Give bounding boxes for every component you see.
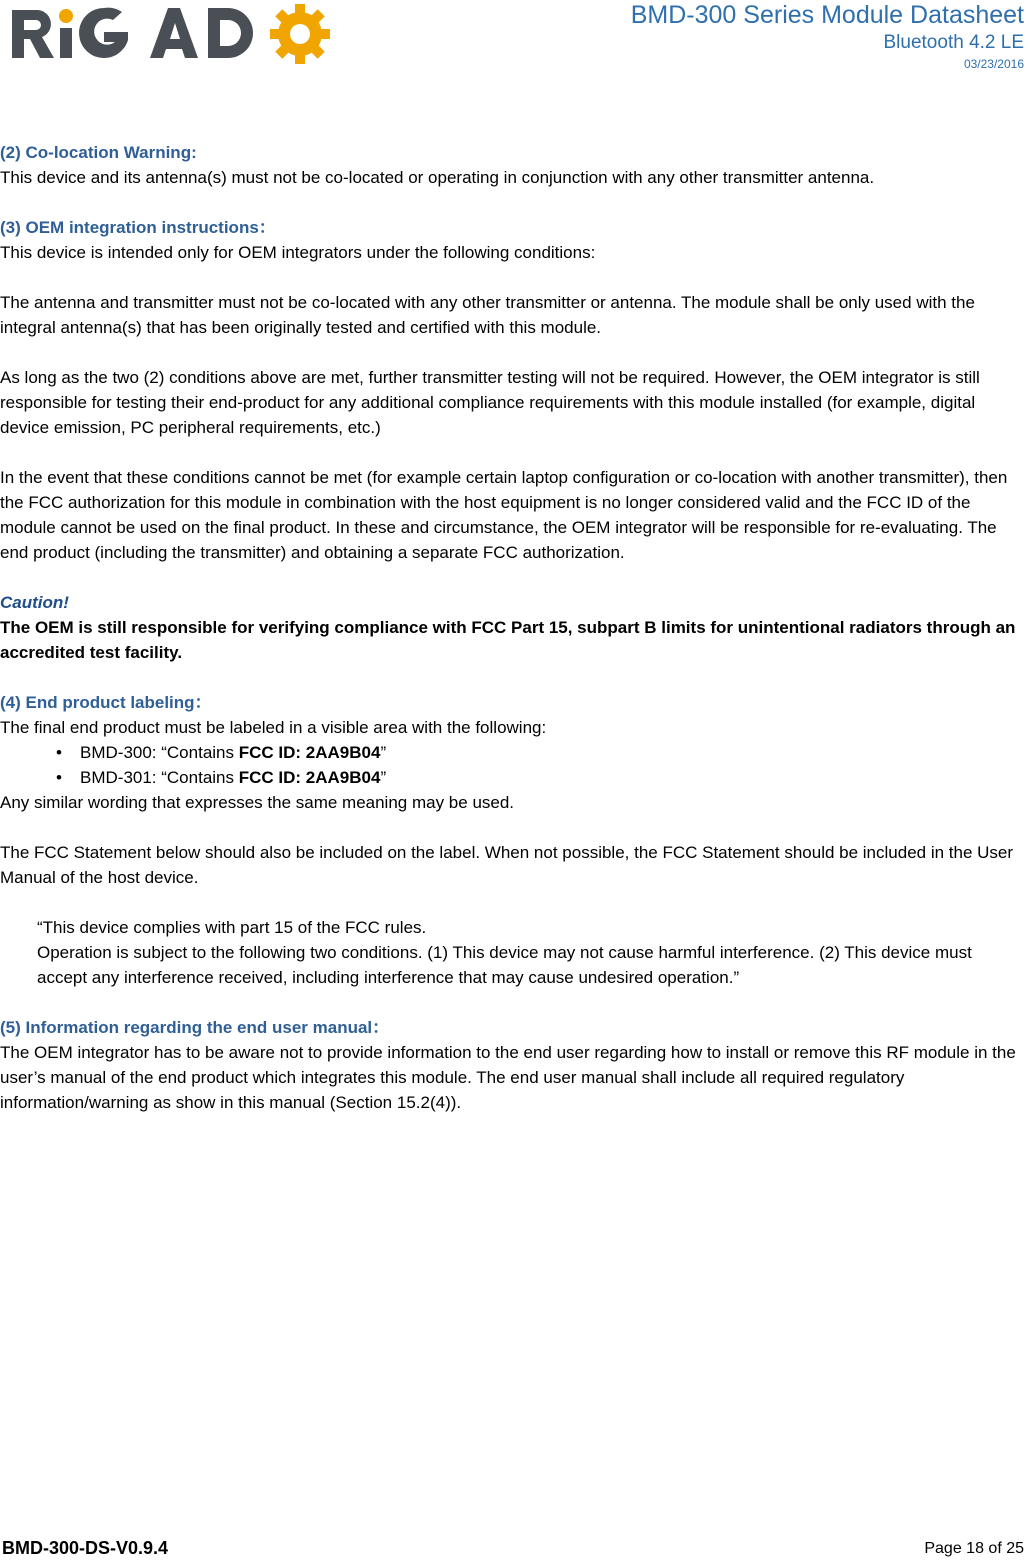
section-4-intro: The final end product must be labeled in a visible area with the following:	[0, 718, 547, 737]
section-3-intro: This device is intended only for OEM integrators under the following conditions:	[0, 243, 596, 262]
rigado-logo-graphic	[8, 2, 358, 66]
section-3-para-3: As long as the two (2) conditions above are met, further transmitter testing will not be required. However, the OEM integrator is still responsible for testing their end-product for any additional compliance requirements with this module installed (for example, digital device emission, PC peripheral requirements, etc.)	[0, 368, 980, 437]
fcc-id: FCC ID: 2AA9B04	[238, 743, 381, 762]
section-5-heading: (5) Information regarding the end user manual：	[0, 1018, 390, 1037]
section-3-para-4: In the event that these conditions cannot be met (for example certain laptop configuration or co-location with another transmitter), then the FCC authorization for this module in combination with the host equipment is no longer considered valid and the FCC ID of the module cannot be used on the final product. In these and circumstance, the OEM integrator will be responsible for re-evaluating. The end product (including the transmitter) and obtaining a separate FCC authorization.	[0, 468, 1008, 562]
bullet-icon: •	[56, 768, 62, 787]
section-2-text: This device and its antenna(s) must not be co-located or operating in conjunction with any other transmitter antenna.	[0, 168, 875, 187]
section-5-text: The OEM integrator has to be aware not to provide information to the end user regarding how to install or remove this RF module in the user’s manual of the end product which integrates this module. The end user manual shall include all required regulatory information/warning as show in this manual (Section 15.2(4)).	[0, 1043, 1016, 1112]
logo-dot	[59, 9, 73, 23]
fcc-statement-line-1: “This device complies with part 15 of the FCC rules.	[37, 918, 427, 937]
caution-label: Caution!	[0, 593, 69, 612]
section-4-para-2: Any similar wording that expresses the same meaning may be used.	[0, 793, 515, 812]
page-header	[631, 0, 1024, 71]
label-bullet-list	[0, 740, 1026, 790]
doc-title: BMD-300 Series Module Datasheet	[630, 1, 1024, 29]
section-4-para-3: The FCC Statement below should also be included on the label. When not possible, the FCC Statement should be included in the User Manual of the host device.	[0, 843, 1014, 887]
fcc-id: FCC ID: 2AA9B04	[238, 768, 381, 787]
section-4-heading: (4) End product labeling：	[0, 693, 212, 712]
rigado-logo	[8, 2, 358, 66]
doc-date: 03/23/2016	[963, 56, 1024, 71]
section-2-heading: (2) Co-location Warning:	[0, 143, 197, 162]
caution-text: The OEM is still responsible for verifying compliance with FCC Part 15, subpart B limits for unintentional radiators through an accredited test facility.	[0, 618, 1016, 662]
doc-id: BMD-300-DS-V0.9.4	[2, 1538, 169, 1558]
section-3-heading: (3) OEM integration instructions：	[0, 218, 276, 237]
list-item: • BMD-300: “Contains FCC ID: 2AA9B04”	[0, 740, 1026, 765]
gear-icon	[270, 4, 330, 64]
section-3-para-2: The antenna and transmitter must not be co-located with any other transmitter or antenna. The module shall be only used with the integral antenna(s) that has been originally tested and certified with this module.	[0, 293, 975, 337]
fcc-statement-line-2: Operation is subject to the following two conditions. (1) This device may not cause harmful interference. (2) This device must accept any interference received, including interference that may cause undesired operation.”	[37, 943, 972, 987]
page-number: Page 18 of 25	[924, 1540, 1024, 1557]
doc-subtitle: Bluetooth 4.2 LE	[883, 32, 1024, 53]
bullet-icon: •	[56, 743, 62, 762]
list-item: • BMD-301: “Contains FCC ID: 2AA9B04”	[0, 765, 1026, 790]
document-body	[0, 140, 1026, 1115]
